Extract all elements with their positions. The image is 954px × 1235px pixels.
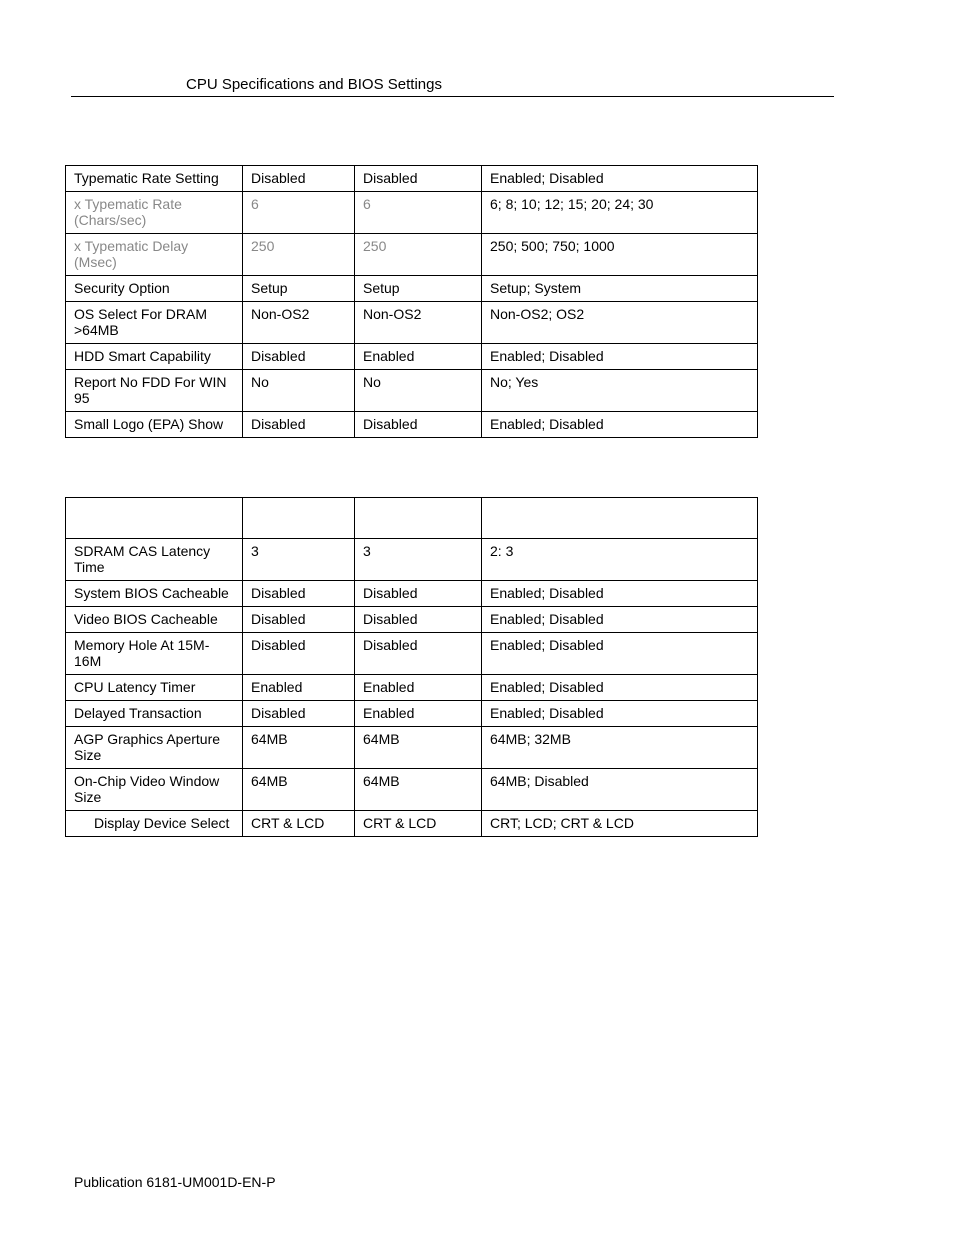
setting-value: Enabled xyxy=(355,344,482,370)
setting-name: x Typematic Rate (Chars/sec) xyxy=(66,192,243,234)
table-row xyxy=(66,581,758,607)
setting-value: Disabled xyxy=(243,581,355,607)
setting-value: Setup xyxy=(355,276,482,302)
setting-value: 64MB xyxy=(243,727,355,769)
setting-name: Video BIOS Cacheable xyxy=(66,607,243,633)
setting-value: 64MB xyxy=(355,727,482,769)
setting-value: 64MB xyxy=(243,769,355,811)
table-row xyxy=(66,811,758,837)
setting-value: CRT & LCD xyxy=(243,811,355,837)
setting-value: Disabled xyxy=(355,166,482,192)
bios-settings-table-1 xyxy=(65,165,758,438)
setting-value: Disabled xyxy=(355,581,482,607)
table-header-row xyxy=(66,498,758,539)
table-row xyxy=(66,539,758,581)
setting-name: SDRAM CAS Latency Time xyxy=(66,539,243,581)
setting-value: No xyxy=(243,370,355,412)
table-row xyxy=(66,727,758,769)
setting-value: Disabled xyxy=(355,607,482,633)
table-row xyxy=(66,412,758,438)
setting-options: Enabled; Disabled xyxy=(482,166,758,192)
setting-options: CRT; LCD; CRT & LCD xyxy=(482,811,758,837)
table-row xyxy=(66,234,758,276)
setting-options: 64MB; 32MB xyxy=(482,727,758,769)
setting-name: System BIOS Cacheable xyxy=(66,581,243,607)
table-row xyxy=(66,633,758,675)
setting-options: Enabled; Disabled xyxy=(482,344,758,370)
setting-options: 2: 3 xyxy=(482,539,758,581)
setting-options: No; Yes xyxy=(482,370,758,412)
header-divider xyxy=(71,96,834,97)
setting-options: Enabled; Disabled xyxy=(482,701,758,727)
setting-options: Enabled; Disabled xyxy=(482,607,758,633)
setting-name: AGP Graphics Aperture Size xyxy=(66,727,243,769)
setting-name: OS Select For DRAM >64MB xyxy=(66,302,243,344)
table-row xyxy=(66,166,758,192)
setting-name: HDD Smart Capability xyxy=(66,344,243,370)
setting-name: Report No FDD For WIN 95 xyxy=(66,370,243,412)
setting-value: Disabled xyxy=(243,412,355,438)
setting-options: Enabled; Disabled xyxy=(482,633,758,675)
setting-options: Enabled; Disabled xyxy=(482,581,758,607)
setting-name: Display Device Select xyxy=(66,811,243,837)
setting-value: No xyxy=(355,370,482,412)
setting-value: 250 xyxy=(355,234,482,276)
setting-value: Disabled xyxy=(355,633,482,675)
setting-options: Setup; System xyxy=(482,276,758,302)
setting-options: 250; 500; 750; 1000 xyxy=(482,234,758,276)
table-row xyxy=(66,675,758,701)
setting-value: Enabled xyxy=(355,675,482,701)
setting-name: Security Option xyxy=(66,276,243,302)
setting-options: Enabled; Disabled xyxy=(482,675,758,701)
setting-options: 6; 8; 10; 12; 15; 20; 24; 30 xyxy=(482,192,758,234)
table-row xyxy=(66,607,758,633)
setting-value: Disabled xyxy=(243,633,355,675)
page-header-title: CPU Specifications and BIOS Settings xyxy=(186,76,442,93)
setting-value: 6 xyxy=(355,192,482,234)
table-row xyxy=(66,276,758,302)
setting-name: CPU Latency Timer xyxy=(66,675,243,701)
setting-name: Typematic Rate Setting xyxy=(66,166,243,192)
setting-value: Enabled xyxy=(243,675,355,701)
header-cell xyxy=(355,498,482,539)
setting-options: Non-OS2; OS2 xyxy=(482,302,758,344)
setting-value: CRT & LCD xyxy=(355,811,482,837)
setting-value: 6 xyxy=(243,192,355,234)
header-cell xyxy=(66,498,243,539)
setting-value: Non-OS2 xyxy=(243,302,355,344)
table-row xyxy=(66,302,758,344)
setting-name: Small Logo (EPA) Show xyxy=(66,412,243,438)
table-row xyxy=(66,701,758,727)
bios-settings-table-2 xyxy=(65,497,758,837)
setting-name: x Typematic Delay (Msec) xyxy=(66,234,243,276)
setting-value: Disabled xyxy=(243,607,355,633)
setting-options: Enabled; Disabled xyxy=(482,412,758,438)
setting-value: Disabled xyxy=(243,701,355,727)
header-cell xyxy=(482,498,758,539)
table-row xyxy=(66,344,758,370)
setting-options: 64MB; Disabled xyxy=(482,769,758,811)
setting-value: 3 xyxy=(355,539,482,581)
setting-value: Disabled xyxy=(243,166,355,192)
table-row xyxy=(66,769,758,811)
setting-name: Memory Hole At 15M-16M xyxy=(66,633,243,675)
setting-name: On-Chip Video Window Size xyxy=(66,769,243,811)
table-row xyxy=(66,370,758,412)
setting-value: 3 xyxy=(243,539,355,581)
setting-value: Disabled xyxy=(243,344,355,370)
setting-name: Delayed Transaction xyxy=(66,701,243,727)
header-cell xyxy=(243,498,355,539)
setting-value: Setup xyxy=(243,276,355,302)
table-row xyxy=(66,192,758,234)
publication-footer: Publication 6181-UM001D-EN-P xyxy=(74,1174,276,1190)
setting-value: Disabled xyxy=(355,412,482,438)
setting-value: 64MB xyxy=(355,769,482,811)
setting-value: 250 xyxy=(243,234,355,276)
setting-value: Non-OS2 xyxy=(355,302,482,344)
setting-value: Enabled xyxy=(355,701,482,727)
